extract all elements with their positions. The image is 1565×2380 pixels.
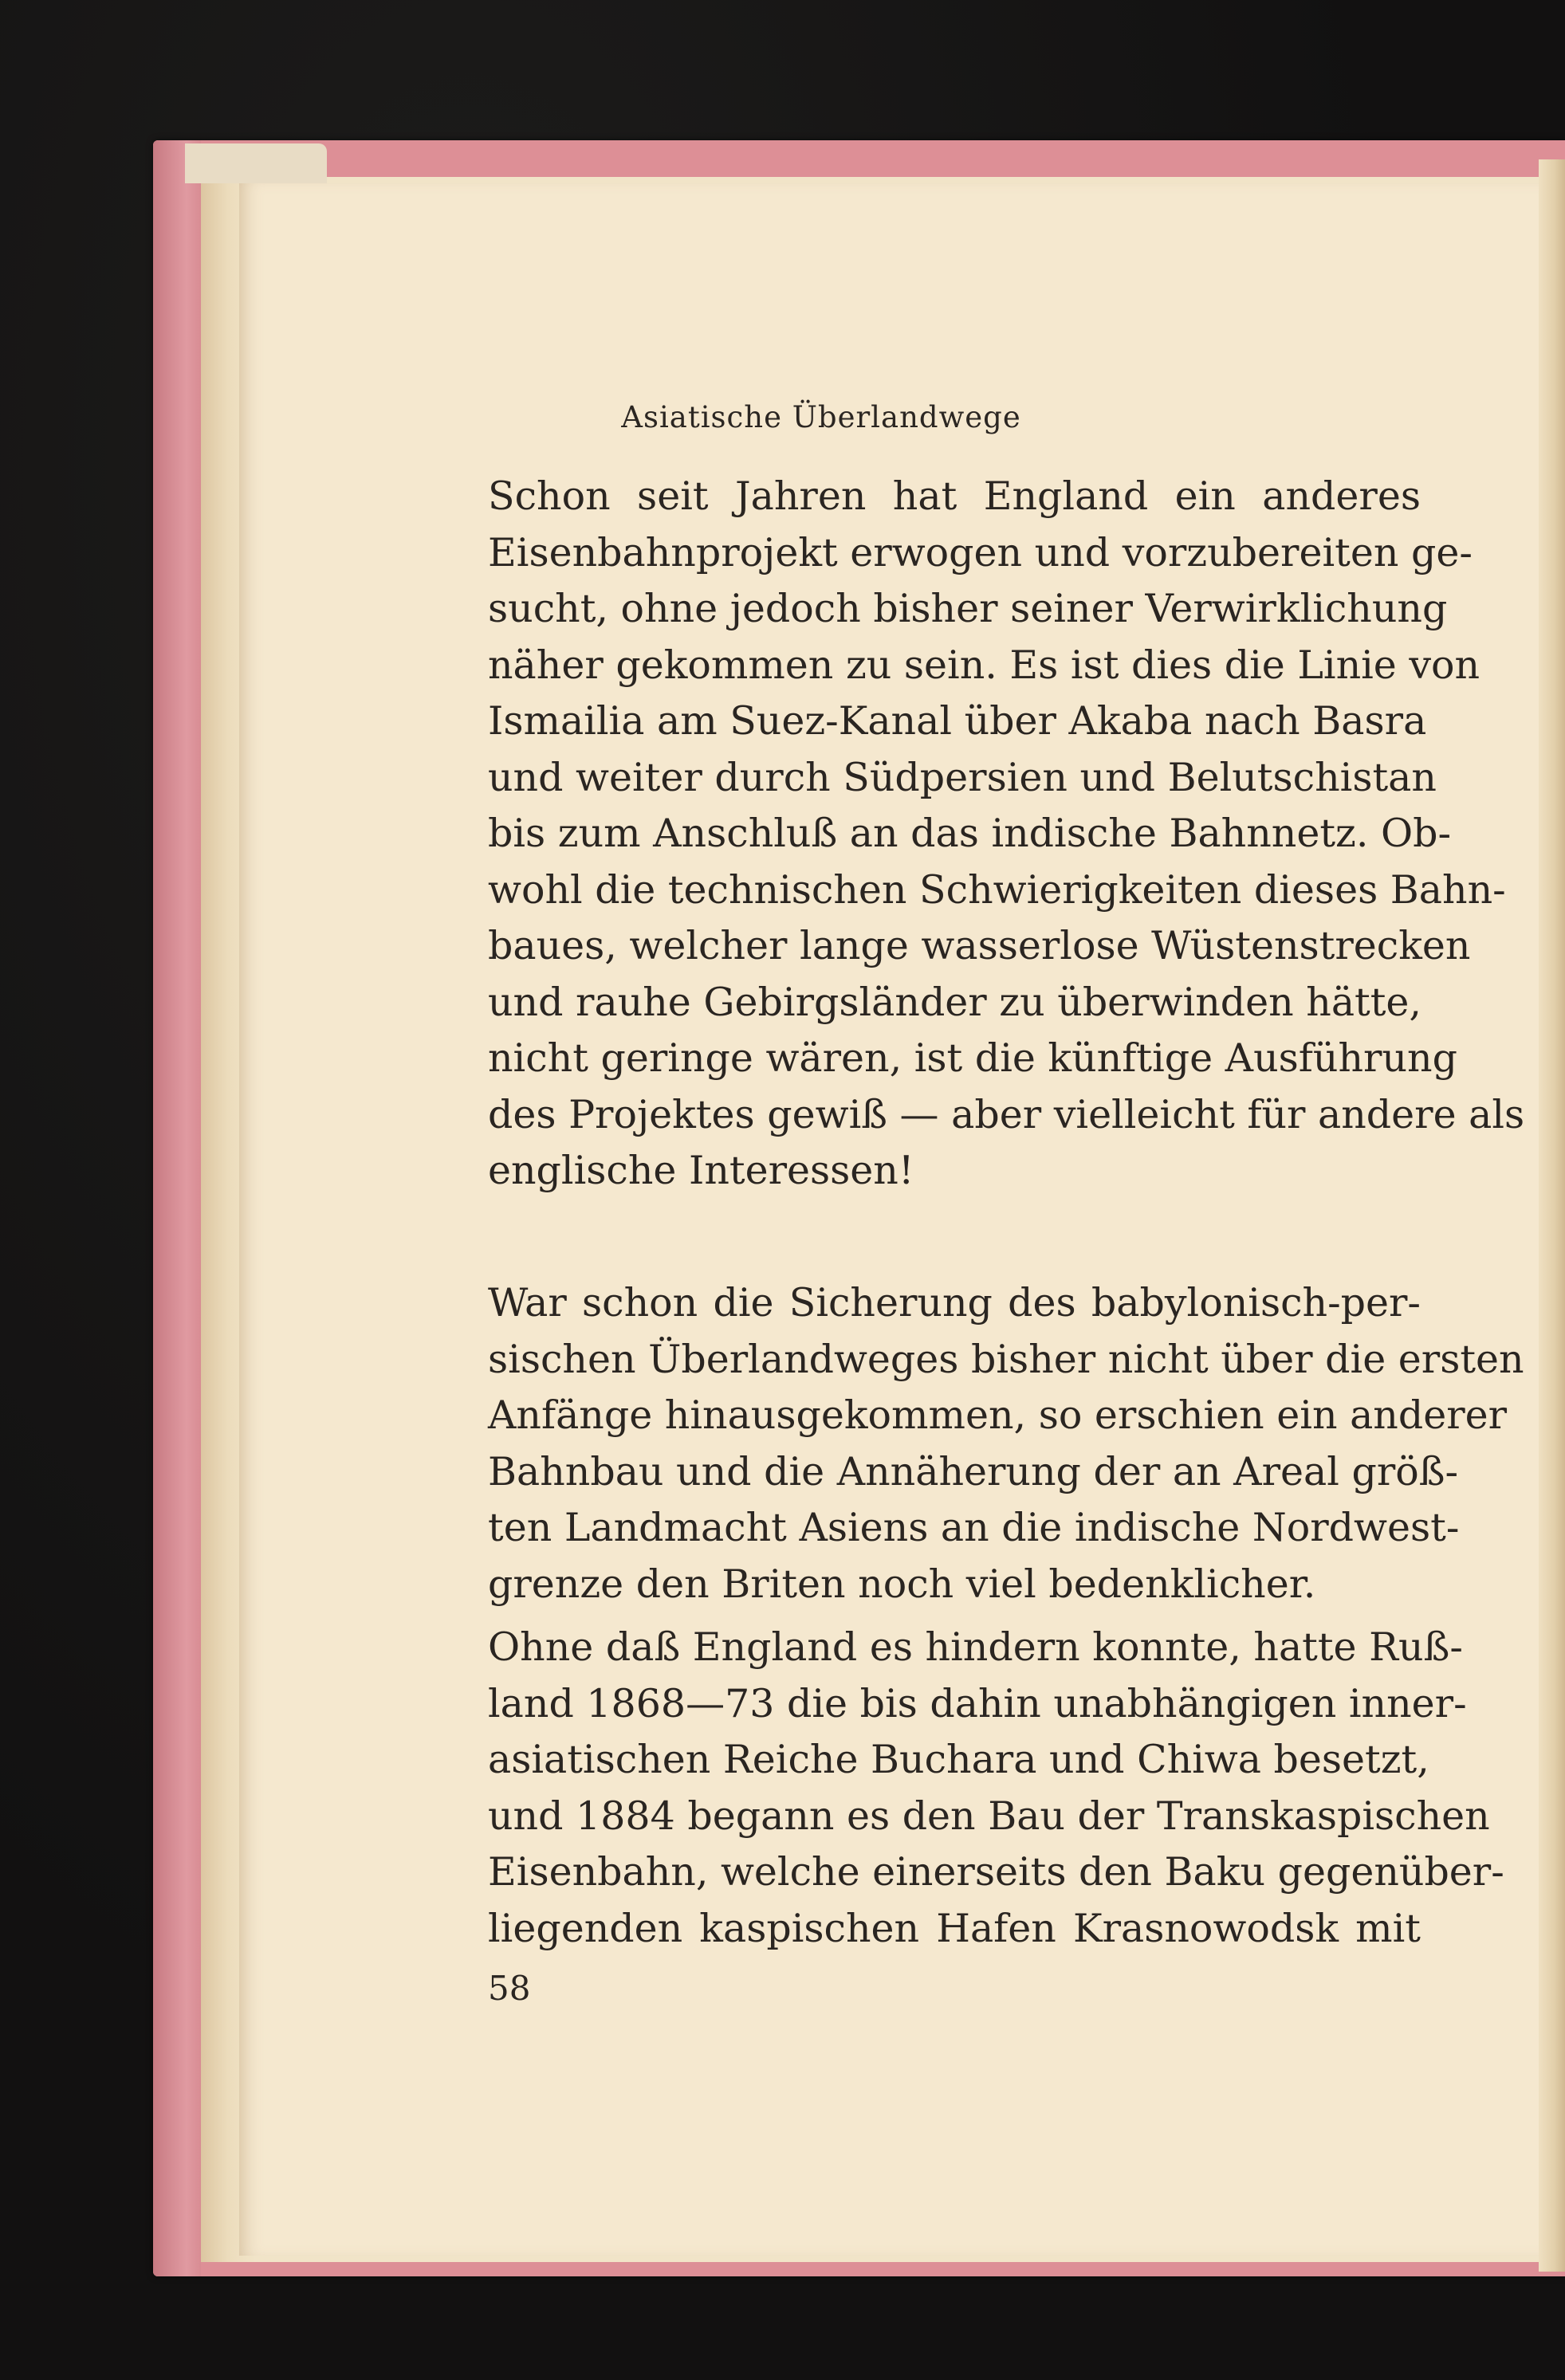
cover-corner-tab bbox=[185, 143, 327, 183]
text-line: sucht, ohne jedoch bisher seiner Verwirklichung bbox=[488, 586, 1448, 631]
text-line: sischen Überlandweges bisher nicht über die ersten bbox=[488, 1336, 1524, 1382]
running-header: Asiatische Überlandwege bbox=[621, 400, 1021, 434]
text-line: Anfänge hinausgekommen, so erschien ein anderer bbox=[488, 1392, 1508, 1438]
text-line: land 1868—73 die bis dahin unabhängigen inner- bbox=[488, 1680, 1467, 1726]
text-line: liegenden kaspischen Hafen Krasnowodsk mit bbox=[488, 1905, 1421, 1951]
text-line: und 1884 begann es den Bau der Transkaspischen bbox=[488, 1793, 1490, 1839]
text-line: wohl die technischen Schwierigkeiten dieses Bahn- bbox=[488, 866, 1506, 913]
page-number: 58 bbox=[488, 1969, 531, 2008]
text-line: und weiter durch Südpersien und Belutschistan bbox=[488, 754, 1437, 800]
text-line: Bahnbau und die Annäherung der an Areal größ- bbox=[488, 1448, 1459, 1494]
text-line: Ohne daß England es hindern konnte, hatte Ruß- bbox=[488, 1624, 1463, 1670]
paragraph-1 bbox=[488, 469, 1525, 1200]
text-line: und rauhe Gebirgsländer zu überwinden hätte, bbox=[488, 979, 1421, 1025]
text-line: näher gekommen zu sein. Es ist dies die Linie von bbox=[488, 642, 1480, 688]
text-line: Eisenbahnprojekt erwogen und vorzubereiten ge- bbox=[488, 529, 1473, 575]
text-line: Schon seit Jahren hat England ein anderes bbox=[488, 473, 1421, 519]
text-line: grenze den Briten noch viel bedenklicher. bbox=[488, 1561, 1316, 1607]
page-right-edge bbox=[1539, 159, 1565, 2272]
text-line: Eisenbahn, welche einerseits den Baku gegenüber- bbox=[488, 1849, 1504, 1895]
paragraph-2 bbox=[488, 1275, 1524, 1612]
text-line: des Projektes gewiß — aber vielleicht für andere als bbox=[488, 1091, 1525, 1137]
text-line: baues, welcher lange wasserlose Wüstenstrecken bbox=[488, 923, 1471, 968]
text-line: bis zum Anschluß an das indische Bahnnetz. Ob- bbox=[488, 811, 1452, 856]
text-line: asiatischen Reiche Buchara und Chiwa besetzt, bbox=[488, 1737, 1429, 1782]
paragraph-3 bbox=[488, 1620, 1504, 1957]
text-line: War schon die Sicherung des babylonisch-per- bbox=[488, 1280, 1421, 1325]
text-line: nicht geringe wären, ist die künftige Ausführung bbox=[488, 1035, 1457, 1081]
text-line: ten Landmacht Asiens an die indische Nordwest- bbox=[488, 1505, 1460, 1550]
text-line: englische Interessen! bbox=[488, 1148, 914, 1193]
book-spine-edge bbox=[153, 140, 201, 2276]
text-line: Ismailia am Suez-Kanal über Akaba nach Basra bbox=[488, 698, 1427, 744]
